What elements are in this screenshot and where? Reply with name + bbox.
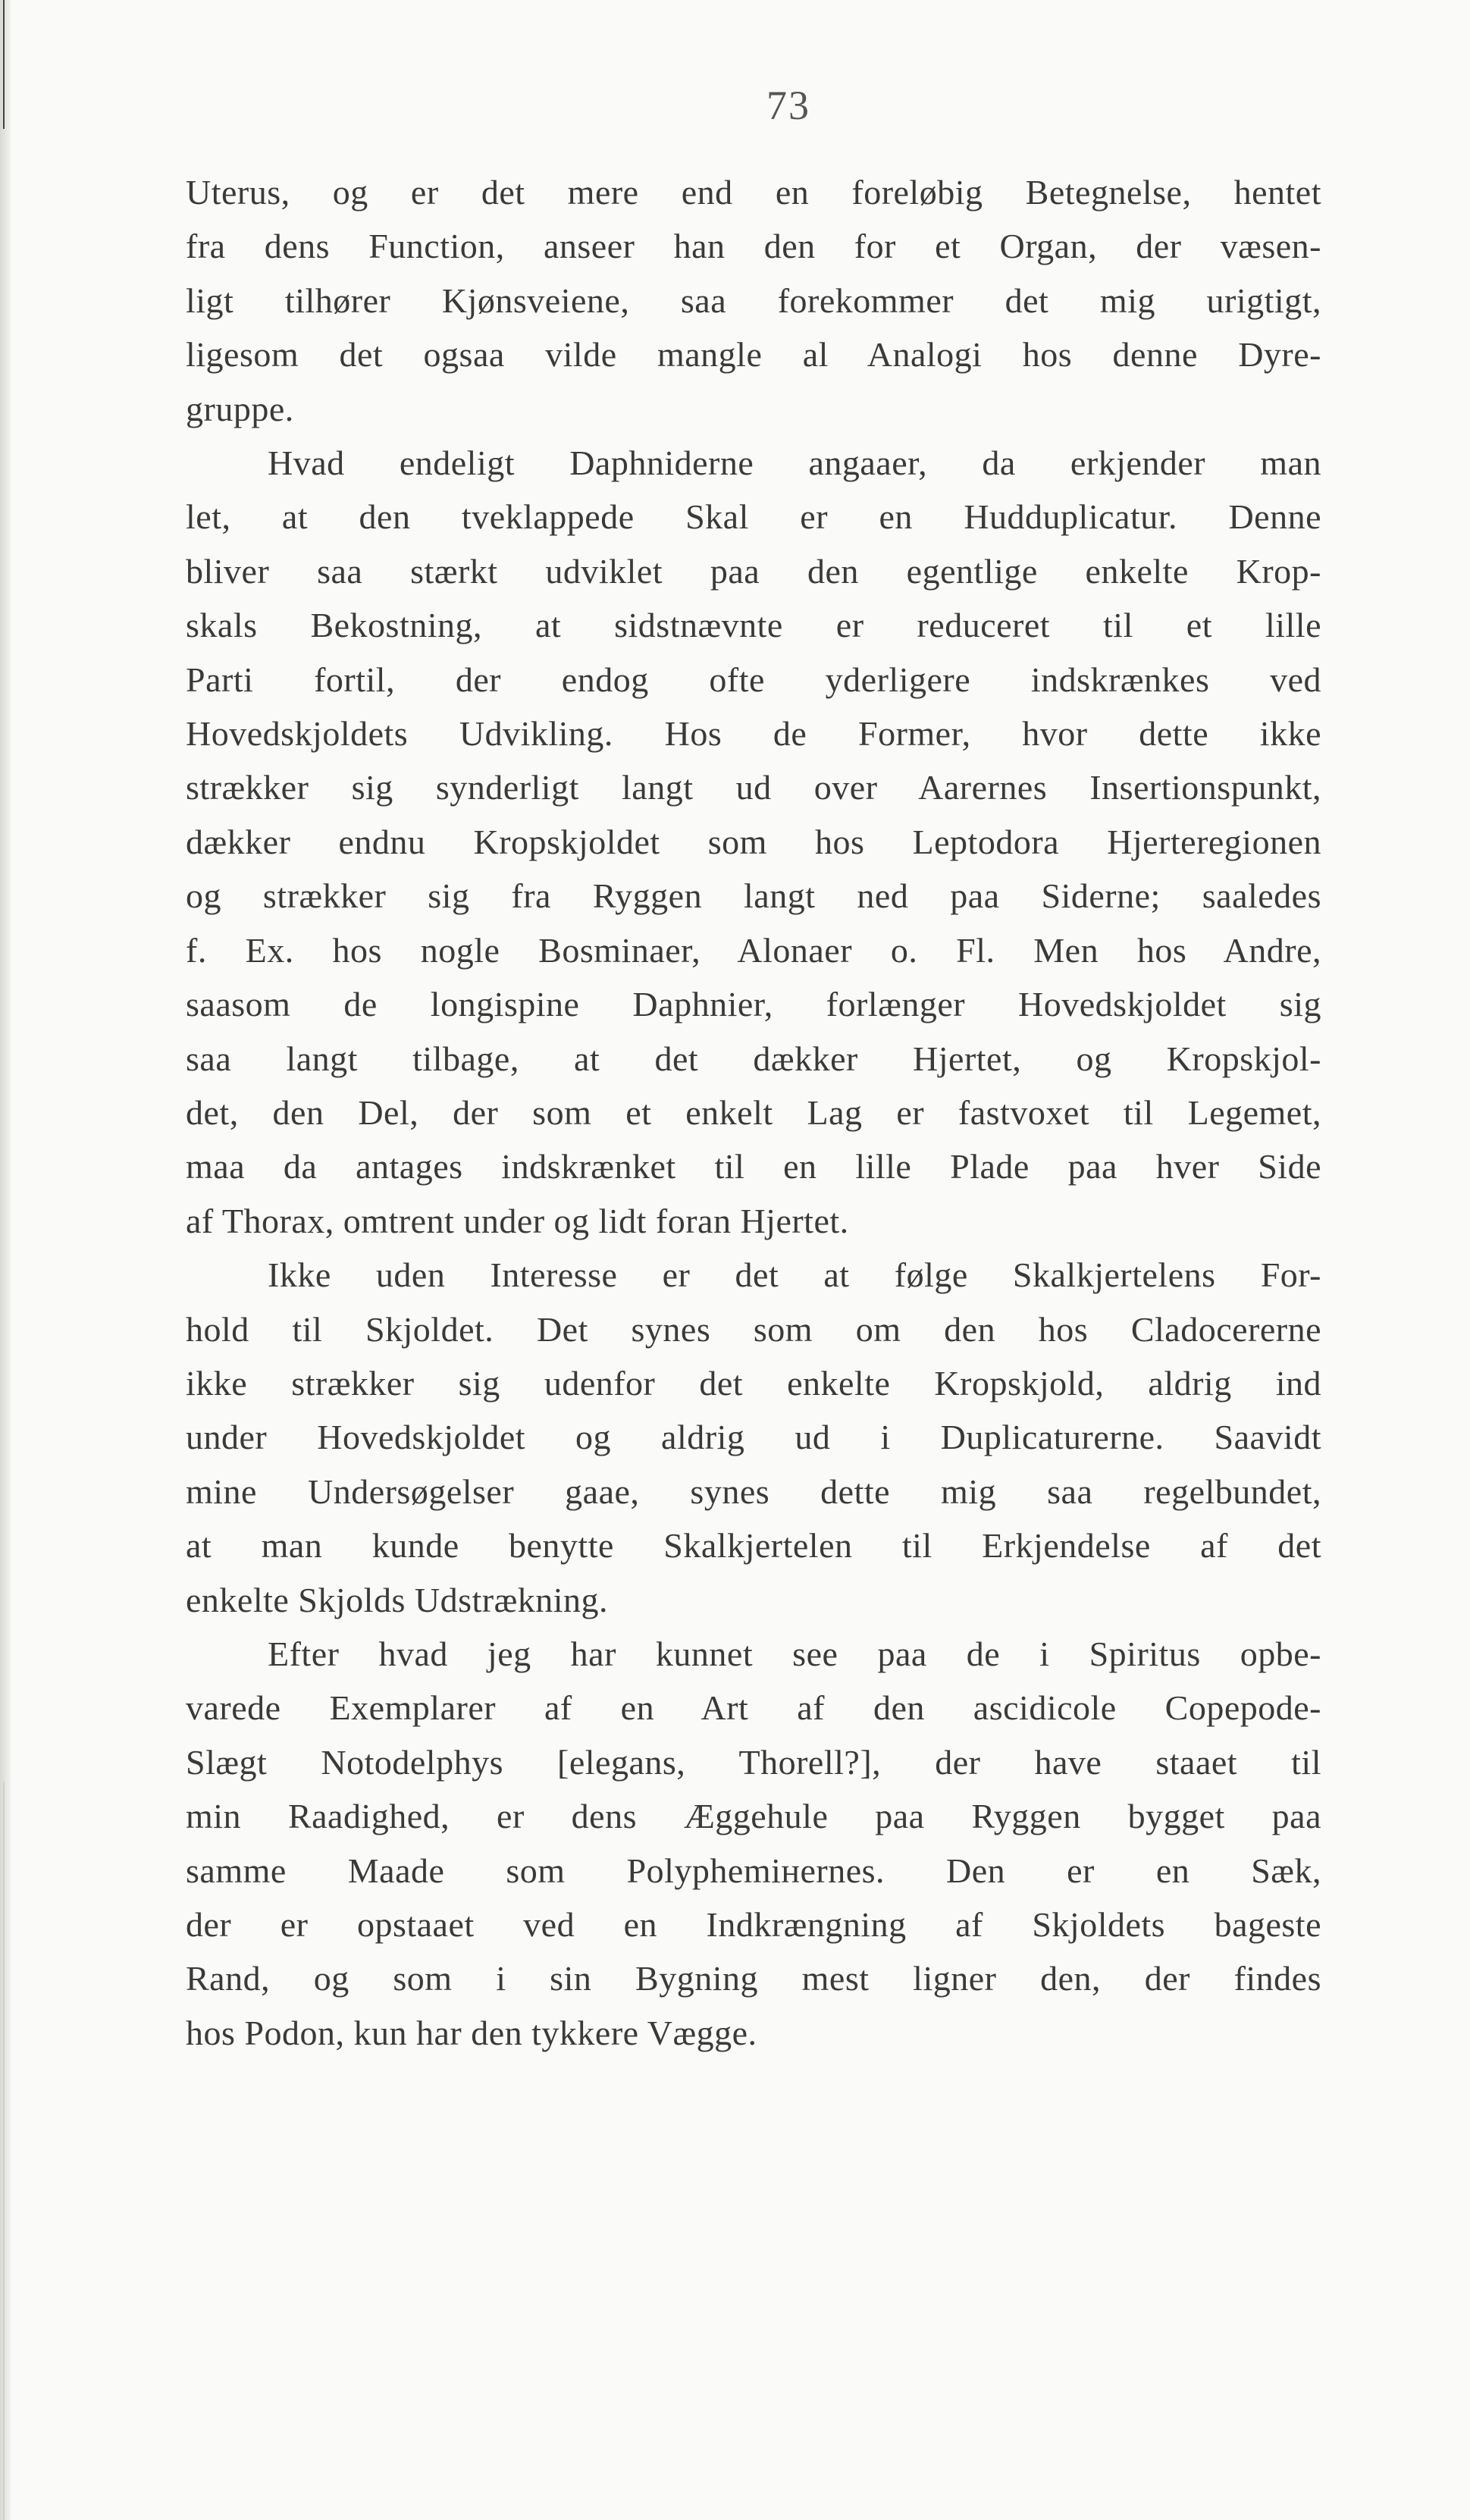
page-number: 73 <box>766 83 810 128</box>
text-line: saa langt tilbage, at det dækker Hjertet, og Kropskjol- <box>186 1039 1321 1078</box>
paragraph <box>186 436 1321 1248</box>
text-line: fra dens Function, anseer han den for et Organ, der væsen- <box>186 227 1321 266</box>
text-line: varede Exemplarer af en Art af den ascidicole Copepode- <box>186 1688 1321 1728</box>
text-line: af Thorax, omtrent under og lidt foran Hjertet. <box>186 1201 849 1240</box>
text-line: samme Maade som Polyphemінernes. Den er en Sæk, <box>186 1851 1321 1890</box>
binding-edge-line <box>3 0 5 129</box>
text-line: at man kunde benytte Skalkjertelen til Erkjendelse af det <box>186 1526 1321 1566</box>
text-line: under Hovedskjoldet og aldrig ud i Duplicaturerne. Saavidt <box>186 1418 1321 1457</box>
text-line: maa da antages indskrænket til en lille Plade paa hver Side <box>186 1147 1321 1186</box>
text-line: Parti fortil, der endog ofte yderligere indskrænkes ved <box>186 660 1321 699</box>
paragraph <box>186 1627 1321 2060</box>
text-line: gruppe. <box>186 389 294 428</box>
text-line: hold til Skjoldet. Det synes som om den hos Cladocererne <box>186 1309 1321 1349</box>
text-line: min Raadighed, er dens Æggehule paa Ryggen bygget paa <box>186 1797 1321 1836</box>
text-line: hos Podon, kun har den tykkere Vægge. <box>186 2013 757 2052</box>
text-line: dækker endnu Kropskjoldet som hos Leptodora Hjerteregionen <box>186 822 1321 861</box>
text-line: der er opstaaet ved en Indkrængning af Skjoldets bageste <box>186 1905 1321 1944</box>
page-edge-shadow <box>0 0 11 2520</box>
binding-edge-line-lower <box>3 1782 5 2520</box>
text-line: enkelte Skjolds Udstrækning. <box>186 1580 609 1619</box>
text-line: det, den Del, der som et enkelt Lag er fastvoxet til Legemet, <box>186 1092 1321 1132</box>
text-line: og strækker sig fra Ryggen langt ned paa Siderne; saaledes <box>186 876 1321 916</box>
text-line: bliver saa stærkt udviklet paa den egentlige enkelte Krop- <box>186 551 1321 591</box>
text-line: let, at den tveklappede Skal er en Hudduplicatur. Denne <box>186 497 1321 537</box>
text-line: ikke strækker sig udenfor det enkelte Kropskjold, aldrig ind <box>186 1363 1321 1403</box>
text-line: strækker sig synderligt langt ud over Aarernes Insertionspunkt, <box>186 768 1321 807</box>
text-line: Rand, og som i sin Bygning mest ligner den, der findes <box>186 1959 1321 1998</box>
body-text <box>186 165 1321 2060</box>
text-line: saasom de longispine Daphnier, forlænger Hovedskjoldet sig <box>186 985 1321 1024</box>
paragraph <box>186 1248 1321 1627</box>
text-line: Hovedskjoldets Udvikling. Hos de Former, hvor dette ikke <box>186 714 1321 754</box>
paragraph <box>186 165 1321 436</box>
text-line: mine Undersøgelser gaae, synes dette mig saa regelbundet, <box>186 1472 1321 1511</box>
text-line: ligesom det ogsaa vilde mangle al Analogi hos denne Dyre- <box>186 335 1321 375</box>
text-line: Uterus, og er det mere end en foreløbig Betegnelse, hentet <box>186 173 1321 212</box>
text-line: f. Ex. hos nogle Bosminaer, Alonaer o. Fl. Men hos Andre, <box>186 930 1321 970</box>
text-line: Efter hvad jeg har kunnet see paa de i Spiritus opbe- <box>268 1634 1321 1673</box>
text-line: Ikke uden Interesse er det at følge Skalkjertelens For- <box>268 1255 1321 1295</box>
text-line: ligt tilhører Kjønsveiene, saa forekommer det mig urigtigt, <box>186 281 1321 320</box>
text-line: Slægt Notodelphys [elegans, Thorell?], der have staaet til <box>186 1742 1321 1782</box>
text-line: Hvad endeligt Daphniderne angaaer, da erkjender man <box>268 444 1321 483</box>
text-line: skals Bekostning, at sidstnævnte er reduceret til et lille <box>186 606 1321 645</box>
